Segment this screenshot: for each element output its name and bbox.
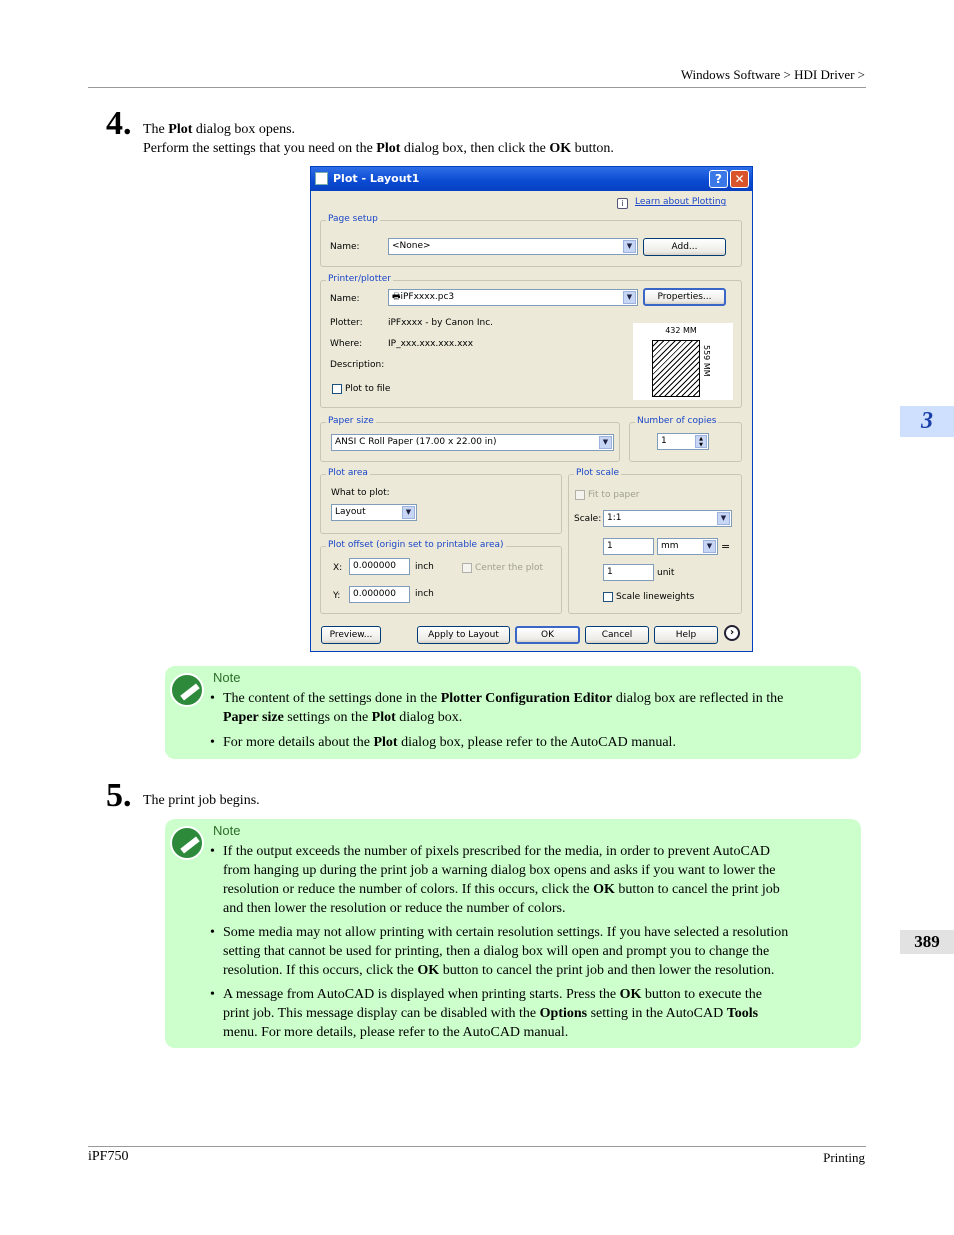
printer-plotter-legend: Printer/plotter xyxy=(328,274,391,284)
note-pencil-icon xyxy=(170,826,204,860)
page-number-tab: 389 xyxy=(900,930,954,954)
learn-about-plotting-link[interactable]: Learn about Plotting xyxy=(635,197,727,207)
description-label: Description: xyxy=(330,360,385,370)
page-setup-legend: Page setup xyxy=(328,214,378,224)
paper-size-legend: Paper size xyxy=(328,416,374,426)
offset-x-label: X: xyxy=(333,563,343,573)
footer-model: iPF750 xyxy=(88,1149,129,1164)
note-1-title: Note xyxy=(213,670,241,685)
unit-value-input[interactable]: 1 xyxy=(603,564,654,581)
printer-properties-button[interactable]: Properties... xyxy=(643,288,726,306)
more-options-icon[interactable]: › xyxy=(724,625,740,641)
preview-paper-hatch xyxy=(652,340,700,397)
where-label: Where: xyxy=(330,339,363,349)
chevron-down-icon: ▼ xyxy=(703,540,716,553)
note-box-1: Note • The content of the settings done in the Plotter Configuration Editor dialog box are reflected in the Paper size settings on the Plot dialog box. • For more details about the Plot dialog box, please refer to the AutoCAD manual. xyxy=(165,666,861,759)
scale-value-input[interactable]: 1 xyxy=(603,538,654,555)
fit-to-paper-checkbox[interactable] xyxy=(575,490,585,500)
plot-offset-legend: Plot offset (origin set to printable area) xyxy=(328,540,504,550)
step-5-number: 5. xyxy=(106,777,132,814)
footer-section: Printing xyxy=(823,1150,865,1165)
offset-y-label: Y: xyxy=(333,591,341,601)
step-5-text: The print job begins. xyxy=(143,793,260,808)
page-setup-name-label: Name: xyxy=(330,242,360,252)
center-plot-label: Center the plot xyxy=(475,563,544,573)
plotter-label: Plotter: xyxy=(330,318,363,328)
scale-lineweights-label: Scale lineweights xyxy=(616,592,695,602)
ok-button[interactable]: OK xyxy=(515,626,580,644)
add-page-setup-button[interactable]: Add... xyxy=(643,238,726,256)
note-pencil-icon xyxy=(170,673,204,707)
plotter-value: iPFxxxx - by Canon Inc. xyxy=(388,318,494,328)
plot-scale-legend: Plot scale xyxy=(576,468,620,478)
chevron-down-icon: ▼ xyxy=(599,436,612,449)
chevron-down-icon: ▼ xyxy=(623,240,636,253)
title-help-button[interactable]: ? xyxy=(709,170,728,188)
offset-y-unit: inch xyxy=(415,589,434,599)
scale-lineweights-checkbox[interactable] xyxy=(603,592,613,602)
paper-preview xyxy=(633,323,733,400)
plot-area-legend: Plot area xyxy=(328,468,368,478)
printer-name-select[interactable]: 🖶iPFxxxx.pc3 ▼ xyxy=(388,289,638,306)
note-box-2: Note • If the output exceeds the number of pixels prescribed for the media, in order to prevent AutoCAD from hanging up during the print job a warning dialog box opens and asks if you want to lower the resolution or reduce the number of colors. If this occurs, click the OK button to cancel the print job and then lower the resolution or reduce the number of colors. • Some media may not allow printing with certain resolution settings. If you have selected a resolution setting that cannot be used for printing, then a dialog box will open and prompt you to change the resolution. If this occurs, click the OK button to cancel the print job and then lower the resolution. • A message from AutoCAD is displayed when printing starts. Press the OK button to execute the print job. This message display can be disabled with the Options setting in the AutoCAD Tools menu. For more details, please refer to the AutoCAD manual. xyxy=(165,819,861,1048)
copies-legend: Number of copies xyxy=(637,416,717,426)
printer-icon: 🖶 xyxy=(392,292,401,302)
plot-offset-group xyxy=(320,540,562,614)
offset-y-input[interactable]: 0.000000 xyxy=(349,586,410,603)
spinner-arrows-icon[interactable]: ▲ ▼ xyxy=(695,435,707,448)
header-rule xyxy=(88,87,866,88)
step-4-line-2: Perform the settings that you need on the Plot dialog box, then click the OK button. xyxy=(143,141,614,156)
where-value: IP_xxx.xxx.xxx.xxx xyxy=(388,339,474,349)
step-4-number: 4. xyxy=(106,105,132,142)
preview-height-label: 559 MM xyxy=(702,345,711,377)
plot-to-file-label: Plot to file xyxy=(345,384,391,394)
title-close-button[interactable]: ✕ xyxy=(730,170,749,188)
center-plot-checkbox[interactable] xyxy=(462,563,472,573)
footer-rule xyxy=(88,1146,866,1147)
offset-x-unit: inch xyxy=(415,562,434,572)
dialog-title: Plot - Layout1 xyxy=(333,172,420,185)
scale-label: Scale: xyxy=(574,514,602,524)
plot-to-file-checkbox[interactable] xyxy=(332,384,342,394)
cancel-button[interactable]: Cancel xyxy=(585,626,649,644)
printer-name-label: Name: xyxy=(330,294,360,304)
chapter-tab[interactable]: 3 xyxy=(900,406,954,437)
scale-select[interactable]: 1:1 ▼ xyxy=(603,510,732,527)
copies-stepper[interactable]: 1 ▲ ▼ xyxy=(657,433,709,450)
chevron-down-icon: ▼ xyxy=(717,512,730,525)
apply-to-layout-button[interactable]: Apply to Layout xyxy=(417,626,510,644)
unit-label: unit xyxy=(657,568,675,578)
preview-width-label: 432 MM xyxy=(665,326,697,335)
info-icon: i xyxy=(617,198,628,209)
equals-sign: = xyxy=(721,540,731,553)
fit-to-paper-label: Fit to paper xyxy=(588,490,640,500)
what-to-plot-label: What to plot: xyxy=(331,488,390,498)
scale-unit-select[interactable]: mm ▼ xyxy=(657,538,718,555)
page-setup-name-select[interactable]: <None> ▼ xyxy=(388,238,638,255)
what-to-plot-select[interactable]: Layout ▼ xyxy=(331,504,417,521)
plot-dialog xyxy=(310,166,753,652)
note-2-title: Note xyxy=(213,823,241,838)
autocad-app-icon xyxy=(315,172,328,185)
chevron-down-icon: ▼ xyxy=(623,291,636,304)
offset-x-input[interactable]: 0.000000 xyxy=(349,558,410,575)
preview-button[interactable]: Preview... xyxy=(321,626,381,644)
chevron-down-icon: ▼ xyxy=(402,506,415,519)
step-4-line-1: The Plot dialog box opens. xyxy=(143,122,296,137)
breadcrumb: Windows Software > HDI Driver > xyxy=(680,67,865,82)
help-button[interactable]: Help xyxy=(654,626,718,644)
paper-size-select[interactable]: ANSI C Roll Paper (17.00 x 22.00 in) ▼ xyxy=(331,434,614,451)
dialog-title-bar[interactable] xyxy=(311,167,752,191)
